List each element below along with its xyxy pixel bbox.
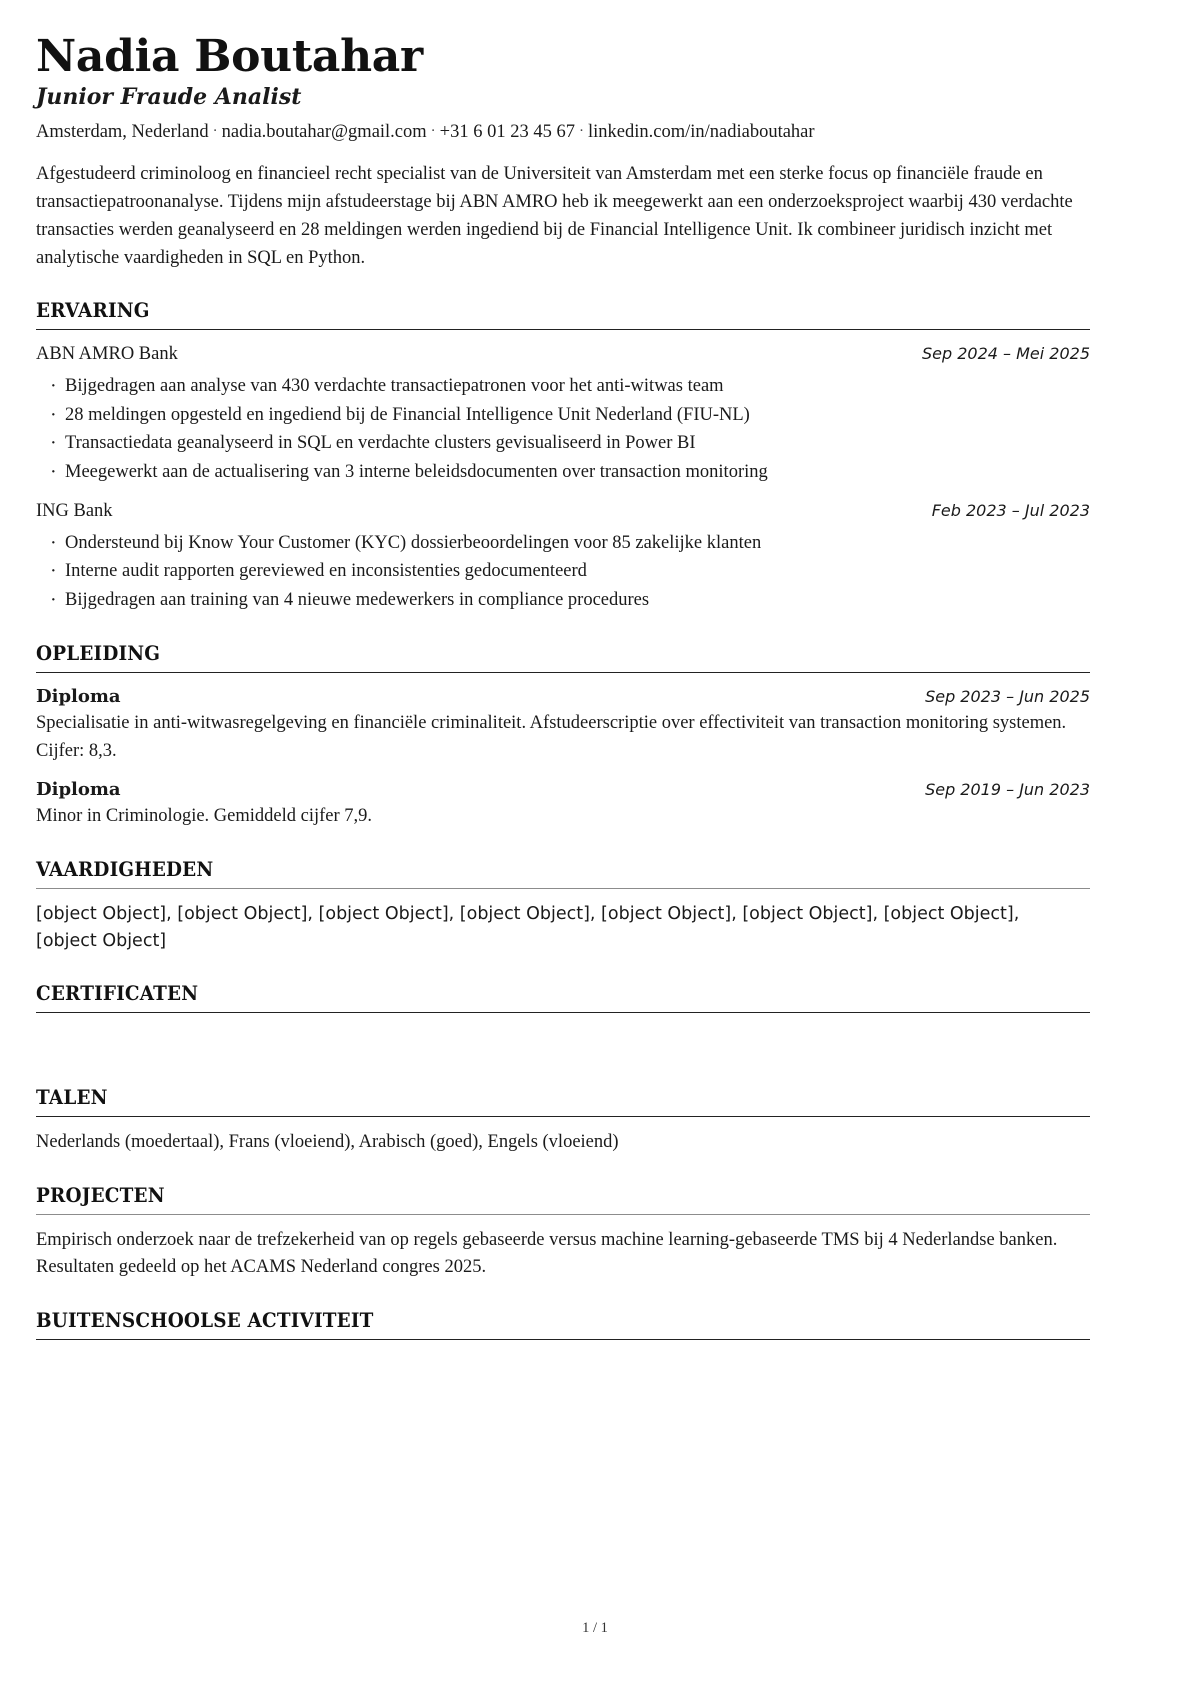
list-item: · Transactiedata geanalyseerd in SQL en verdachte clusters gevisualiseerd in Power BI (36, 429, 1090, 458)
experience-entry (36, 342, 1090, 487)
section-title-projects: PROJECTEN (36, 1182, 165, 1207)
projects-description: Empirisch onderzoek naar de trefzekerheid van op regels gebaseerde versus machine learning-gebaseerde TMS bij 4 Nederlandse banken. Resultaten gedeeld op het ACAMS Nederland congres 2025. (36, 1229, 1058, 1278)
education-entry (36, 778, 1090, 831)
section-divider (36, 329, 1090, 330)
section-title-education: OPLEIDING (36, 640, 161, 665)
section-experience (36, 298, 1090, 615)
contact-location: Amsterdam, Nederland (36, 121, 209, 142)
experience-bullet-list (36, 529, 1090, 615)
section-divider (36, 672, 1090, 673)
contact-linkedin[interactable]: linkedin.com/in/nadiaboutahar (587, 121, 815, 142)
education-degree: Diploma (36, 685, 121, 707)
education-description: Specialisatie in anti-witwasregelgeving en financiële criminaliteit. Afstudeerscriptie over effectiviteit van transaction monitoring systemen. Cijfer: 8,3. (36, 713, 1067, 761)
list-item: · Ondersteund bij Know Your Customer (KYC) dossierbeoordelingen voor 85 zakelijke klanten (36, 529, 1090, 558)
education-date-range: Sep 2023 – Jun 2025 (925, 686, 1090, 706)
section-divider (36, 1214, 1090, 1215)
contact-email[interactable]: nadia.boutahar@gmail.com (221, 121, 427, 142)
section-extracurricular (36, 1308, 1090, 1386)
contact-separator-icon: · (430, 122, 436, 139)
section-title-languages: TALEN (36, 1084, 108, 1109)
extracurricular-empty-body (36, 1352, 1090, 1386)
list-item: · 28 meldingen opgesteld en ingediend bij de Financial Intelligence Unit Nederland (FIU-NL) (36, 401, 1090, 430)
experience-entry-head (36, 342, 1090, 367)
section-divider (36, 888, 1090, 889)
experience-entry (36, 499, 1090, 615)
experience-bullet-list (36, 372, 1090, 487)
contact-separator-icon: · (212, 122, 218, 139)
section-divider (36, 1339, 1090, 1340)
education-entry (36, 685, 1090, 766)
section-projects (36, 1183, 1090, 1283)
experience-organization: ABN AMRO Bank (36, 344, 178, 365)
skills-list: [object Object], [object Object], [object Object], [object Object], [object Object], [object Object], [object Object], [object Object] (36, 903, 1020, 951)
experience-date-range: Sep 2024 – Mei 2025 (921, 344, 1090, 364)
education-degree: Diploma (36, 778, 121, 800)
experience-date-range: Feb 2023 – Jul 2023 (931, 500, 1090, 520)
contact-separator-icon: · (578, 122, 584, 139)
section-certificates (36, 981, 1090, 1059)
experience-organization: ING Bank (36, 500, 113, 521)
section-divider (36, 1116, 1090, 1117)
section-title-skills: VAARDIGHEDEN (36, 856, 214, 881)
section-title-experience: ERVARING (36, 298, 150, 323)
contact-phone[interactable]: +31 6 01 23 45 67 (439, 121, 575, 142)
list-item: · Bijgedragen aan training van 4 nieuwe medewerkers in compliance procedures (36, 586, 1090, 615)
section-title-certificates: CERTIFICATEN (36, 980, 199, 1005)
section-education (36, 641, 1090, 831)
list-item: · Meegewerkt aan de actualisering van 3 interne beleidsdocumenten over transaction monitoring (36, 458, 1090, 487)
section-title-extracurricular: BUITENSCHOOLSE ACTIVITEIT (36, 1308, 374, 1333)
resume-header (36, 31, 1090, 272)
candidate-headline: Junior Fraude Analist (36, 84, 302, 111)
page-indicator: 1 / 1 (582, 1620, 608, 1636)
page-footer (0, 1620, 1190, 1637)
list-item: · Interne audit rapporten gereviewed en inconsistenties gedocumenteerd (36, 557, 1090, 586)
contact-line (36, 120, 1090, 144)
list-item: · Bijgedragen aan analyse van 430 verdachte transactiepatronen voor het anti-witwas team (36, 372, 1090, 401)
education-description: Minor in Criminologie. Gemiddeld cijfer 7,9. (36, 805, 373, 826)
candidate-name: Nadia Boutahar (36, 31, 423, 82)
experience-entry-head (36, 499, 1090, 524)
languages-list: Nederlands (moedertaal), Frans (vloeiend), Arabisch (goed), Engels (vloeiend) (36, 1131, 619, 1152)
profile-summary: Afgestudeerd criminoloog en financieel recht specialist van de Universiteit van Amsterdam met een sterke focus op financiële fraude en transactiepatroonanalyse. Tijdens mijn afstudeerstage bij ABN AMRO heb ik meegewerkt aan een onderzoeksproject waarbij 430 verdachte transacties werden geanalyseerd en 28 meldingen werden ingediend bij de Financial Intelligence Unit. Ik combineer juridisch inzicht met analytische vaardigheden in SQL en Python. (36, 163, 1073, 268)
education-entry-head (36, 778, 1090, 802)
section-skills (36, 857, 1090, 955)
education-entry-head (36, 685, 1090, 709)
certificates-empty-body (36, 1025, 1090, 1059)
section-languages (36, 1085, 1090, 1157)
section-divider (36, 1012, 1090, 1013)
education-date-range: Sep 2019 – Jun 2023 (925, 779, 1090, 799)
